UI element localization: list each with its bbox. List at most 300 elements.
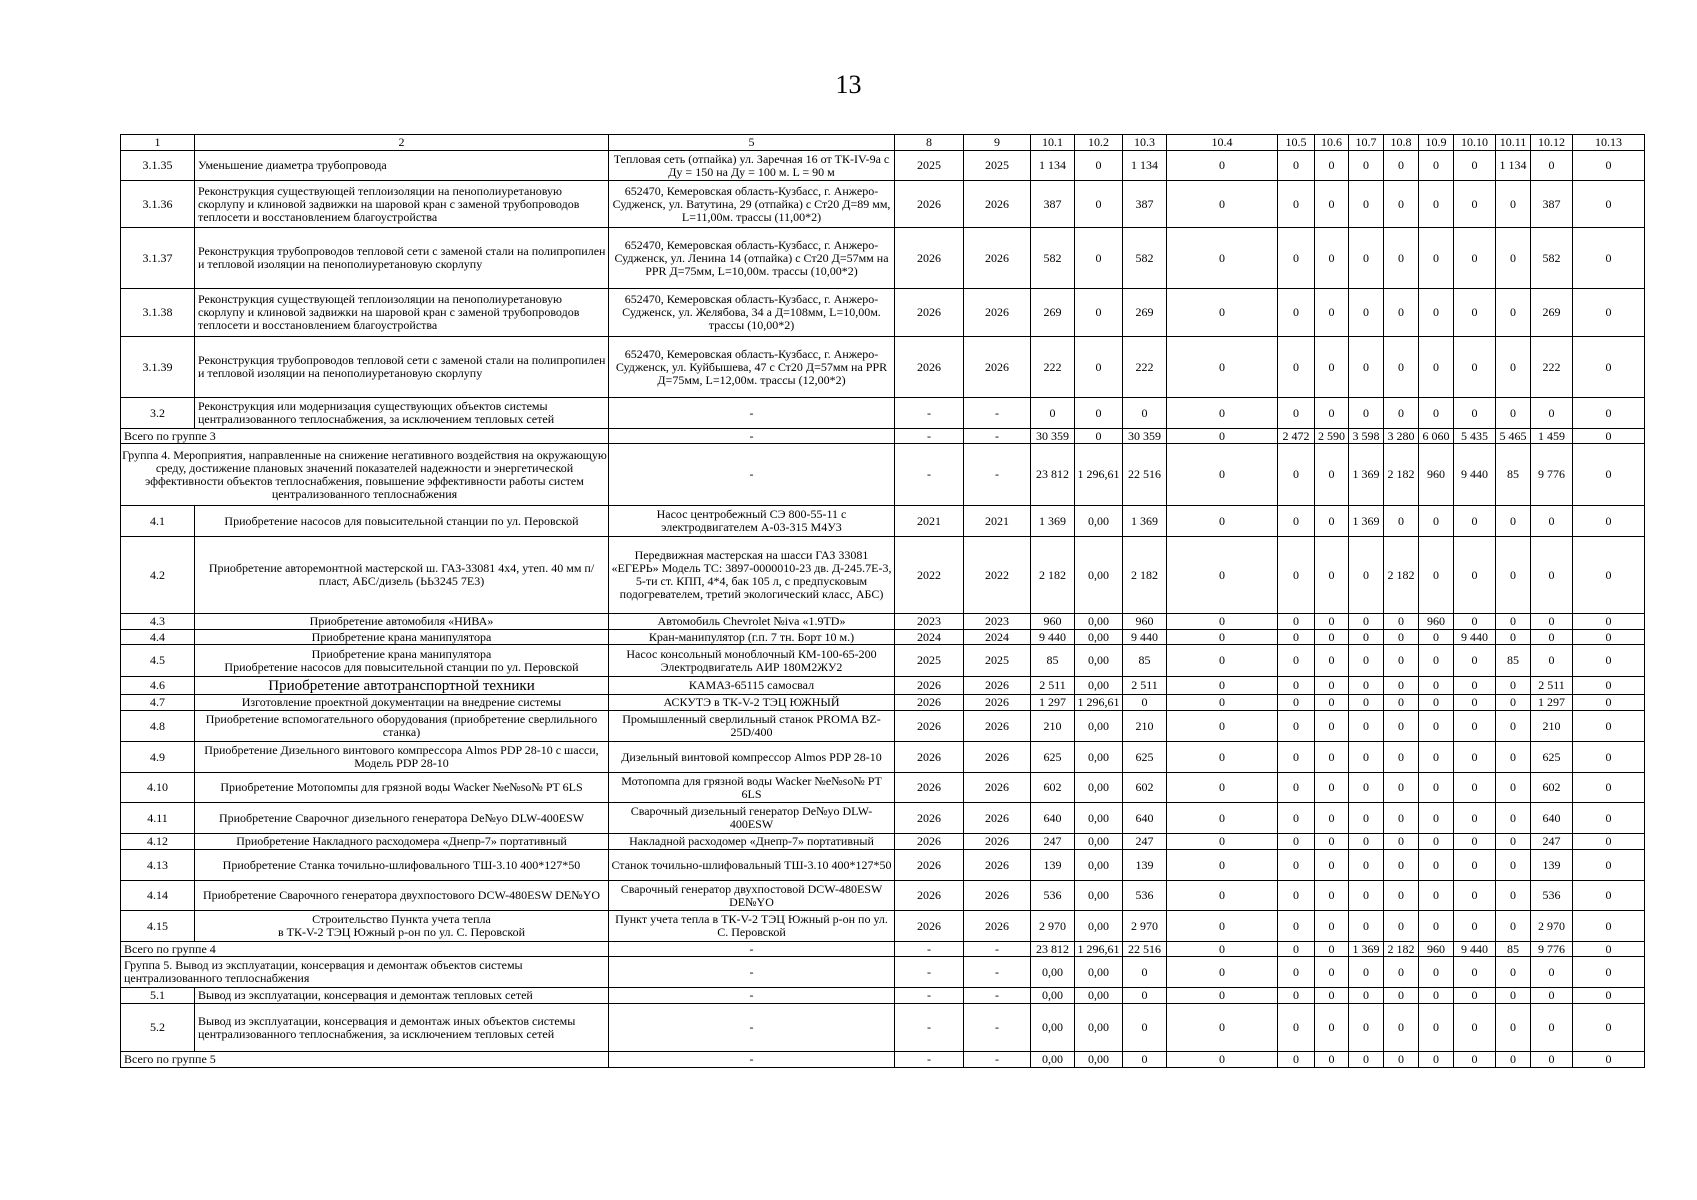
row-number-cell: 4.13 bbox=[121, 850, 195, 881]
amount-cell: 85 bbox=[1123, 645, 1167, 677]
amount-cell: 3 280 bbox=[1384, 429, 1419, 444]
amount-cell: 0 bbox=[1349, 881, 1384, 911]
amount-cell: 0 bbox=[1573, 537, 1645, 614]
amount-cell: 0 bbox=[1573, 773, 1645, 803]
amount-cell: 0 bbox=[1278, 645, 1315, 677]
amount-cell: 0 bbox=[1419, 151, 1454, 181]
amount-cell: 0 bbox=[1278, 228, 1315, 289]
year-cell: 2026 bbox=[895, 228, 964, 289]
row-number-cell: 5.2 bbox=[121, 1004, 195, 1052]
year-cell: 2026 bbox=[964, 911, 1031, 942]
table-row bbox=[121, 711, 1645, 742]
amount-cell: 0 bbox=[1123, 1052, 1167, 1068]
row-number-cell: 4.2 bbox=[121, 537, 195, 614]
column-header-cell: 10.2 bbox=[1075, 135, 1123, 151]
year-cell: 2026 bbox=[895, 911, 964, 942]
year-cell: 2026 bbox=[964, 850, 1031, 881]
amount-cell: 0 bbox=[1419, 911, 1454, 942]
year-cell: 2026 bbox=[964, 677, 1031, 695]
amount-cell: 23 812 bbox=[1031, 444, 1075, 506]
year-cell: 2026 bbox=[895, 850, 964, 881]
table-row bbox=[121, 695, 1645, 711]
amount-cell: 0,00 bbox=[1075, 630, 1123, 645]
amount-cell: 960 bbox=[1123, 614, 1167, 630]
amount-cell: 0 bbox=[1167, 850, 1278, 881]
amount-cell: 0 bbox=[1531, 988, 1573, 1004]
year-cell: - bbox=[964, 1052, 1031, 1068]
year-cell: 2026 bbox=[895, 773, 964, 803]
amount-cell: 0 bbox=[1384, 1004, 1419, 1052]
amount-cell: 640 bbox=[1031, 803, 1075, 834]
row-number-cell: 4.5 bbox=[121, 645, 195, 677]
amount-cell: 0,00 bbox=[1075, 506, 1123, 537]
table-row bbox=[121, 1004, 1645, 1052]
amount-cell: 0 bbox=[1315, 773, 1349, 803]
amount-cell: 0 bbox=[1384, 773, 1419, 803]
amount-cell: 0 bbox=[1278, 773, 1315, 803]
amount-cell: 0 bbox=[1349, 695, 1384, 711]
row-number-cell: 4.1 bbox=[121, 506, 195, 537]
amount-cell: 0,00 bbox=[1075, 614, 1123, 630]
amount-cell: 0 bbox=[1349, 988, 1384, 1004]
group-title-label: Группа 4. Мероприятия, направленные на снижение негативного воздействия на окружающую среду, достижение плановых значений показателей надежности и энергетической эффективности объектов теплоснабжения, повышение эффективности работы систем централизованного теплоснабжения bbox=[121, 444, 609, 506]
measure-name-cell: Реконструкция или модернизация существующих объектов системы централизованного теплоснабжения, за исключением тепловых сетей bbox=[195, 398, 609, 429]
amount-cell: 0 bbox=[1454, 988, 1496, 1004]
year-cell: 2024 bbox=[895, 630, 964, 645]
amount-cell: 0 bbox=[1573, 742, 1645, 773]
amount-cell: 0 bbox=[1315, 289, 1349, 337]
year-cell: - bbox=[964, 988, 1031, 1004]
amount-cell: 5 465 bbox=[1496, 429, 1531, 444]
amount-cell: 1 297 bbox=[1031, 695, 1075, 711]
measure-name-cell: Изготовление проектной документации на внедрение системы bbox=[195, 695, 609, 711]
object-description-cell: - bbox=[609, 429, 895, 444]
table-row bbox=[121, 151, 1645, 181]
amount-cell: 0 bbox=[1454, 645, 1496, 677]
amount-cell: 0 bbox=[1419, 537, 1454, 614]
object-description-cell: 652470, Кемеровская область-Кузбасс, г. Анжеро-Судженск, ул. Ленина 14 (отпайка) с Ст20 Д=57мм на PPR Д=75мм, L=10,00м. трассы (10,00*2) bbox=[609, 228, 895, 289]
year-cell: 2026 bbox=[964, 181, 1031, 228]
amount-cell: 222 bbox=[1123, 337, 1167, 398]
amount-cell: 269 bbox=[1123, 289, 1167, 337]
amount-cell: 0 bbox=[1454, 742, 1496, 773]
amount-cell: 0 bbox=[1573, 803, 1645, 834]
year-cell: - bbox=[895, 1004, 964, 1052]
amount-cell: 0 bbox=[1167, 711, 1278, 742]
amount-cell: 0 bbox=[1496, 181, 1531, 228]
amount-cell: 0 bbox=[1384, 1052, 1419, 1068]
year-cell: - bbox=[895, 942, 964, 957]
measure-name-cell: Приобретение Дизельного винтового компрессора Almos PDP 28-10 с шасси, Модель PDP 28-10 bbox=[195, 742, 609, 773]
table-row bbox=[121, 742, 1645, 773]
object-description-cell: 652470, Кемеровская область-Кузбасс, г. Анжеро-Судженск, ул. Куйбышева, 47 с Ст20 Д=57мм на PPR Д=75мм, L=12,00м. трассы (12,00*2) bbox=[609, 337, 895, 398]
column-header-cell: 10.1 bbox=[1031, 135, 1075, 151]
amount-cell: 0 bbox=[1075, 289, 1123, 337]
table-row bbox=[121, 337, 1645, 398]
amount-cell: 0 bbox=[1454, 398, 1496, 429]
amount-cell: 2 182 bbox=[1031, 537, 1075, 614]
amount-cell: 0 bbox=[1454, 289, 1496, 337]
year-cell: 2026 bbox=[895, 181, 964, 228]
year-cell: 2026 bbox=[895, 881, 964, 911]
measures-table bbox=[120, 134, 1645, 1068]
amount-cell: 0 bbox=[1075, 228, 1123, 289]
object-description-cell: АСКУТЭ в ТК-V-2 ТЭЦ ЮЖНЫЙ bbox=[609, 695, 895, 711]
amount-cell: 0 bbox=[1315, 614, 1349, 630]
amount-cell: 0 bbox=[1419, 834, 1454, 850]
amount-cell: 1 369 bbox=[1123, 506, 1167, 537]
amount-cell: 2 182 bbox=[1384, 942, 1419, 957]
amount-cell: 210 bbox=[1123, 711, 1167, 742]
object-description-cell: КАМАЗ-65115 самосвал bbox=[609, 677, 895, 695]
amount-cell: 0 bbox=[1167, 337, 1278, 398]
amount-cell: 139 bbox=[1531, 850, 1573, 881]
amount-cell: 0 bbox=[1349, 911, 1384, 942]
amount-cell: 0 bbox=[1123, 398, 1167, 429]
amount-cell: 0 bbox=[1315, 537, 1349, 614]
amount-cell: 0 bbox=[1278, 850, 1315, 881]
amount-cell: 0 bbox=[1496, 850, 1531, 881]
row-number-cell: 4.14 bbox=[121, 881, 195, 911]
measure-name-cell: Приобретение Накладного расходомера «Днепр-7» портативный bbox=[195, 834, 609, 850]
amount-cell: 0 bbox=[1075, 398, 1123, 429]
amount-cell: 0,00 bbox=[1075, 911, 1123, 942]
amount-cell: 0 bbox=[1531, 537, 1573, 614]
amount-cell: 0 bbox=[1384, 398, 1419, 429]
object-description-cell: - bbox=[609, 1004, 895, 1052]
object-description-cell: Кран-манипулятор (г.п. 7 тн. Борт 10 м.) bbox=[609, 630, 895, 645]
amount-cell: 960 bbox=[1419, 444, 1454, 506]
amount-cell: 0 bbox=[1167, 181, 1278, 228]
amount-cell: 0 bbox=[1123, 1004, 1167, 1052]
year-cell: - bbox=[895, 398, 964, 429]
object-description-cell: Накладной расходомер «Днепр-7» портативный bbox=[609, 834, 895, 850]
measure-name-cell: Приобретение автотранспортной техники bbox=[195, 677, 609, 695]
amount-cell: 0 bbox=[1315, 695, 1349, 711]
measure-name-cell: Вывод из эксплуатации, консервация и демонтаж иных объектов системы централизованного теплоснабжения, за исключением тепловых сетей bbox=[195, 1004, 609, 1052]
row-number-cell: 3.1.35 bbox=[121, 151, 195, 181]
row-number-cell: 4.4 bbox=[121, 630, 195, 645]
amount-cell: 0 bbox=[1496, 957, 1531, 988]
column-header-cell: 10.3 bbox=[1123, 135, 1167, 151]
amount-cell: 0 bbox=[1315, 151, 1349, 181]
column-header-cell: 10.8 bbox=[1384, 135, 1419, 151]
amount-cell: 0 bbox=[1167, 911, 1278, 942]
measure-name-cell: Приобретение насосов для повысительной станции по ул. Перовской bbox=[195, 506, 609, 537]
amount-cell: 0 bbox=[1278, 506, 1315, 537]
amount-cell: 1 296,61 bbox=[1075, 444, 1123, 506]
amount-cell: 0,00 bbox=[1075, 677, 1123, 695]
table-row bbox=[121, 537, 1645, 614]
amount-cell: 2 182 bbox=[1123, 537, 1167, 614]
amount-cell: 582 bbox=[1031, 228, 1075, 289]
object-description-cell: Мотопомпа для грязной воды Wacker №e№so№ PT 6LS bbox=[609, 773, 895, 803]
year-cell: - bbox=[895, 988, 964, 1004]
amount-cell: 0 bbox=[1384, 988, 1419, 1004]
year-cell: 2023 bbox=[964, 614, 1031, 630]
amount-cell: 0 bbox=[1167, 398, 1278, 429]
amount-cell: 0 bbox=[1278, 537, 1315, 614]
amount-cell: 0,00 bbox=[1075, 803, 1123, 834]
amount-cell: 387 bbox=[1123, 181, 1167, 228]
amount-cell: 0 bbox=[1531, 398, 1573, 429]
year-cell: 2022 bbox=[895, 537, 964, 614]
year-cell: - bbox=[895, 429, 964, 444]
amount-cell: 0 bbox=[1278, 398, 1315, 429]
object-description-cell: - bbox=[609, 1052, 895, 1068]
amount-cell: 0 bbox=[1384, 911, 1419, 942]
amount-cell: 0 bbox=[1167, 228, 1278, 289]
amount-cell: 0 bbox=[1167, 537, 1278, 614]
amount-cell: 582 bbox=[1531, 228, 1573, 289]
amount-cell: 0 bbox=[1075, 429, 1123, 444]
amount-cell: 85 bbox=[1496, 645, 1531, 677]
amount-cell: 0 bbox=[1167, 630, 1278, 645]
year-cell: 2026 bbox=[964, 711, 1031, 742]
amount-cell: 0 bbox=[1419, 289, 1454, 337]
amount-cell: 0 bbox=[1349, 742, 1384, 773]
amount-cell: 640 bbox=[1531, 803, 1573, 834]
amount-cell: 0 bbox=[1573, 181, 1645, 228]
amount-cell: 0 bbox=[1531, 506, 1573, 537]
year-cell: 2026 bbox=[964, 773, 1031, 803]
amount-cell: 0 bbox=[1573, 630, 1645, 645]
amount-cell: 2 590 bbox=[1315, 429, 1349, 444]
amount-cell: 9 440 bbox=[1454, 942, 1496, 957]
amount-cell: 0 bbox=[1496, 1052, 1531, 1068]
amount-cell: 0 bbox=[1573, 881, 1645, 911]
year-cell: 2026 bbox=[964, 289, 1031, 337]
amount-cell: 0 bbox=[1573, 711, 1645, 742]
group-total-row bbox=[121, 942, 1645, 957]
year-cell: - bbox=[895, 1052, 964, 1068]
amount-cell: 0 bbox=[1167, 677, 1278, 695]
amount-cell: 0 bbox=[1454, 881, 1496, 911]
amount-cell: 0 bbox=[1278, 711, 1315, 742]
amount-cell: 0 bbox=[1419, 742, 1454, 773]
amount-cell: 0 bbox=[1454, 803, 1496, 834]
amount-cell: 0 bbox=[1419, 506, 1454, 537]
row-number-cell: 4.3 bbox=[121, 614, 195, 630]
amount-cell: 0 bbox=[1384, 850, 1419, 881]
amount-cell: 0,00 bbox=[1031, 957, 1075, 988]
amount-cell: 0 bbox=[1419, 850, 1454, 881]
amount-cell: 0 bbox=[1496, 537, 1531, 614]
amount-cell: 0 bbox=[1531, 614, 1573, 630]
amount-cell: 0 bbox=[1384, 711, 1419, 742]
amount-cell: 22 516 bbox=[1123, 942, 1167, 957]
amount-cell: 1 296,61 bbox=[1075, 942, 1123, 957]
table-row bbox=[121, 506, 1645, 537]
amount-cell: 2 472 bbox=[1278, 429, 1315, 444]
table-row bbox=[121, 773, 1645, 803]
amount-cell: 0 bbox=[1454, 1052, 1496, 1068]
amount-cell: 0 bbox=[1278, 181, 1315, 228]
amount-cell: 0,00 bbox=[1075, 645, 1123, 677]
amount-cell: 0 bbox=[1384, 742, 1419, 773]
amount-cell: 0,00 bbox=[1031, 1052, 1075, 1068]
amount-cell: 0 bbox=[1167, 1004, 1278, 1052]
year-cell: 2021 bbox=[895, 506, 964, 537]
amount-cell: 0 bbox=[1573, 398, 1645, 429]
column-header-cell: 10.5 bbox=[1278, 135, 1315, 151]
group-total-row bbox=[121, 1052, 1645, 1068]
table-row bbox=[121, 881, 1645, 911]
table-row bbox=[121, 228, 1645, 289]
amount-cell: 0 bbox=[1349, 398, 1384, 429]
measure-name-cell: Приобретение Станка точильно-шлифовального ТШ-3.10 400*127*50 bbox=[195, 850, 609, 881]
amount-cell: 0,00 bbox=[1075, 850, 1123, 881]
amount-cell: 0 bbox=[1278, 742, 1315, 773]
amount-cell: 0 bbox=[1384, 881, 1419, 911]
object-description-cell: Станок точильно-шлифовальный ТШ-3.10 400*127*50 bbox=[609, 850, 895, 881]
amount-cell: 0 bbox=[1454, 228, 1496, 289]
amount-cell: 0 bbox=[1496, 695, 1531, 711]
amount-cell: 0 bbox=[1315, 881, 1349, 911]
amount-cell: 0 bbox=[1573, 506, 1645, 537]
amount-cell: 582 bbox=[1123, 228, 1167, 289]
amount-cell: 0 bbox=[1419, 803, 1454, 834]
row-number-cell: 3.1.37 bbox=[121, 228, 195, 289]
amount-cell: 0 bbox=[1167, 1052, 1278, 1068]
measure-name-cell: Вывод из эксплуатации, консервация и демонтаж тепловых сетей bbox=[195, 988, 609, 1004]
amount-cell: 0 bbox=[1167, 988, 1278, 1004]
object-description-cell: - bbox=[609, 988, 895, 1004]
amount-cell: 0,00 bbox=[1075, 881, 1123, 911]
amount-cell: 222 bbox=[1031, 337, 1075, 398]
amount-cell: 0 bbox=[1349, 630, 1384, 645]
amount-cell: 0 bbox=[1454, 850, 1496, 881]
amount-cell: 0 bbox=[1349, 850, 1384, 881]
amount-cell: 536 bbox=[1531, 881, 1573, 911]
amount-cell: 0 bbox=[1315, 957, 1349, 988]
amount-cell: 0 bbox=[1454, 773, 1496, 803]
amount-cell: 1 297 bbox=[1531, 695, 1573, 711]
measure-name-cell: Приобретение Сварочного генератора двухпостового DCW-480ESW DE№YO bbox=[195, 881, 609, 911]
measure-name-cell: Приобретение крана манипулятора bbox=[195, 630, 609, 645]
amount-cell: 0 bbox=[1349, 151, 1384, 181]
column-header-cell: 10.6 bbox=[1315, 135, 1349, 151]
column-header-cell: 5 bbox=[609, 135, 895, 151]
amount-cell: 0 bbox=[1278, 911, 1315, 942]
year-cell: 2021 bbox=[964, 506, 1031, 537]
amount-cell: 1 134 bbox=[1031, 151, 1075, 181]
amount-cell: 0 bbox=[1384, 957, 1419, 988]
amount-cell: 0 bbox=[1419, 957, 1454, 988]
object-description-cell: Пункт учета тепла в ТК-V-2 ТЭЦ Южный р-он по ул. С. Перовской bbox=[609, 911, 895, 942]
amount-cell: 0 bbox=[1496, 1004, 1531, 1052]
year-cell: - bbox=[964, 957, 1031, 988]
amount-cell: 0 bbox=[1167, 645, 1278, 677]
amount-cell: 0 bbox=[1419, 228, 1454, 289]
amount-cell: 0,00 bbox=[1075, 988, 1123, 1004]
amount-cell: 0 bbox=[1384, 228, 1419, 289]
measure-name-cell: Приобретение Сварочног дизельного генератора De№yo DLW-400ESW bbox=[195, 803, 609, 834]
table-row bbox=[121, 181, 1645, 228]
amount-cell: 0 bbox=[1419, 773, 1454, 803]
amount-cell: 0 bbox=[1573, 834, 1645, 850]
amount-cell: 0 bbox=[1454, 677, 1496, 695]
amount-cell: 625 bbox=[1031, 742, 1075, 773]
amount-cell: 0 bbox=[1419, 881, 1454, 911]
year-cell: - bbox=[964, 444, 1031, 506]
amount-cell: 536 bbox=[1123, 881, 1167, 911]
amount-cell: 247 bbox=[1123, 834, 1167, 850]
amount-cell: 0 bbox=[1454, 957, 1496, 988]
amount-cell: 0 bbox=[1349, 537, 1384, 614]
amount-cell: 0 bbox=[1167, 942, 1278, 957]
amount-cell: 269 bbox=[1031, 289, 1075, 337]
object-description-cell: Дизельный винтовой компрессор Almos PDP 28-10 bbox=[609, 742, 895, 773]
amount-cell: 1 134 bbox=[1123, 151, 1167, 181]
amount-cell: 0 bbox=[1573, 228, 1645, 289]
amount-cell: 2 511 bbox=[1531, 677, 1573, 695]
column-header-cell: 10.10 bbox=[1454, 135, 1496, 151]
amount-cell: 3 598 bbox=[1349, 429, 1384, 444]
year-cell: 2026 bbox=[895, 742, 964, 773]
amount-cell: 387 bbox=[1531, 181, 1573, 228]
amount-cell: 0 bbox=[1349, 834, 1384, 850]
table-row bbox=[121, 677, 1645, 695]
amount-cell: 960 bbox=[1031, 614, 1075, 630]
amount-cell: 0 bbox=[1167, 742, 1278, 773]
amount-cell: 625 bbox=[1123, 742, 1167, 773]
table-row bbox=[121, 834, 1645, 850]
amount-cell: 0 bbox=[1384, 181, 1419, 228]
object-description-cell: Тепловая сеть (отпайка) ул. Заречная 16 от ТК-IV-9а с Ду = 150 на Ду = 100 м. L = 90 м bbox=[609, 151, 895, 181]
amount-cell: 0 bbox=[1349, 289, 1384, 337]
amount-cell: 0 bbox=[1315, 850, 1349, 881]
measure-name-cell: Реконструкция существующей теплоизоляции на пенополиуретановую скорлупу и клиновой задвижки на шаровой кран с заменой трубопроводов теплосети и восстановлением благоустройства bbox=[195, 181, 609, 228]
amount-cell: 602 bbox=[1123, 773, 1167, 803]
year-cell: 2026 bbox=[895, 803, 964, 834]
amount-cell: 0 bbox=[1454, 834, 1496, 850]
table-header-row bbox=[121, 135, 1645, 151]
object-description-cell: Насос консольный моноблочный КМ-100-65-200 Электродвигатель АИР 180М2ЖУ2 bbox=[609, 645, 895, 677]
amount-cell: 0 bbox=[1384, 506, 1419, 537]
amount-cell: 0 bbox=[1454, 711, 1496, 742]
amount-cell: 0 bbox=[1278, 614, 1315, 630]
amount-cell: 0 bbox=[1075, 337, 1123, 398]
column-header-cell: 10.4 bbox=[1167, 135, 1278, 151]
year-cell: 2026 bbox=[895, 695, 964, 711]
amount-cell: 2 511 bbox=[1123, 677, 1167, 695]
row-number-cell: 4.15 bbox=[121, 911, 195, 942]
year-cell: 2023 bbox=[895, 614, 964, 630]
amount-cell: 0 bbox=[1349, 1052, 1384, 1068]
year-cell: - bbox=[964, 429, 1031, 444]
amount-cell: 85 bbox=[1496, 444, 1531, 506]
amount-cell: 0 bbox=[1496, 711, 1531, 742]
object-description-cell: Автомобиль Chevrolet №iva «1.9TD» bbox=[609, 614, 895, 630]
amount-cell: 1 459 bbox=[1531, 429, 1573, 444]
amount-cell: 210 bbox=[1031, 711, 1075, 742]
column-header-cell: 8 bbox=[895, 135, 964, 151]
table-row bbox=[121, 911, 1645, 942]
column-header-cell: 10.9 bbox=[1419, 135, 1454, 151]
amount-cell: 0 bbox=[1384, 289, 1419, 337]
amount-cell: 0 bbox=[1315, 630, 1349, 645]
row-number-cell: 3.1.38 bbox=[121, 289, 195, 337]
amount-cell: 0 bbox=[1349, 1004, 1384, 1052]
amount-cell: 0 bbox=[1496, 398, 1531, 429]
row-number-cell: 4.6 bbox=[121, 677, 195, 695]
amount-cell: 0 bbox=[1123, 988, 1167, 1004]
amount-cell: 0 bbox=[1573, 1052, 1645, 1068]
amount-cell: 0 bbox=[1167, 957, 1278, 988]
table-row bbox=[121, 630, 1645, 645]
amount-cell: 0 bbox=[1531, 1052, 1573, 1068]
